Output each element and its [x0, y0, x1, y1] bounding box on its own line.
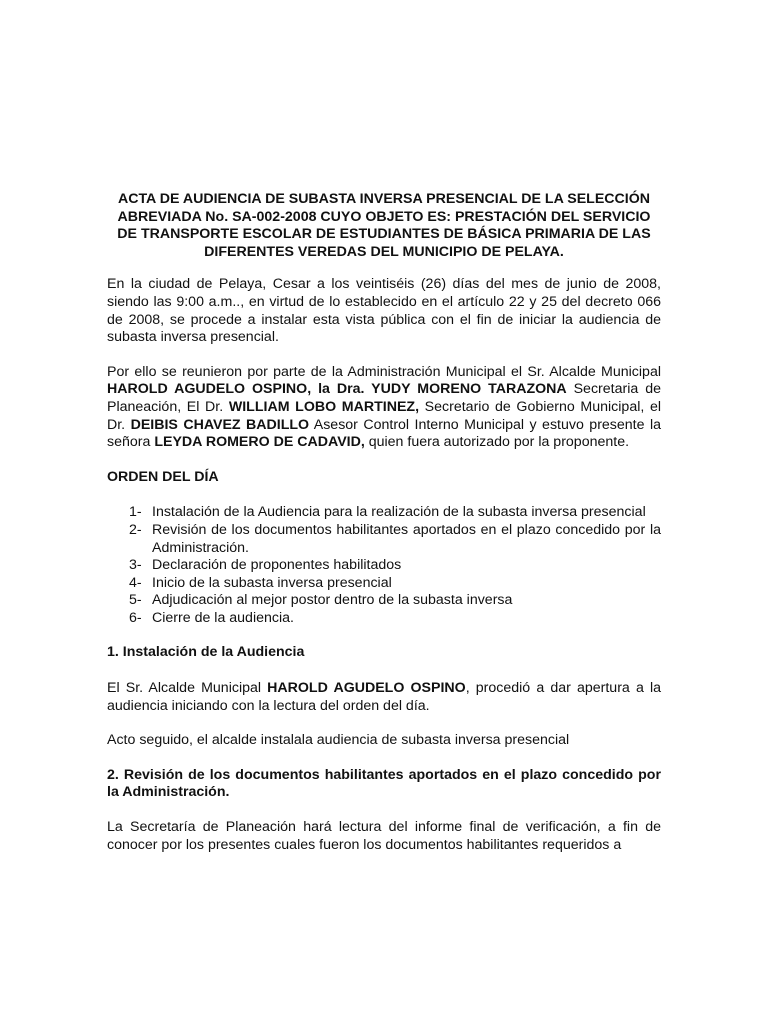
attendee-names-1: HAROLD AGUDELO OSPINO, la Dra. YUDY MORENO TARAZONA [107, 381, 567, 398]
section-1-text-a: El Sr. Alcalde Municipal [107, 680, 268, 697]
section-1-mayor-name: HAROLD AGUDELO OSPINO [267, 680, 466, 697]
attendee-name-4: LEYDA ROMERO DE CADAVID, [154, 434, 365, 451]
agenda-item-text: Inicio de la subasta inversa presencial [152, 574, 392, 591]
attendees-text-4: Asesor Control Interno Municipal y estuvo presente la señora [107, 416, 661, 451]
agenda-item-number: 3- [129, 557, 142, 574]
agenda-item-number: 1- [129, 504, 142, 521]
section-2-paragraph-1: La Secretaría de Planeación hará lectura del informe final de verificación, a fin de conocer por los presentes cuales fueron los documentos habilitantes requeridos a [107, 819, 661, 853]
agenda-item [129, 504, 661, 522]
agenda-heading: ORDEN DEL DÍA [107, 468, 219, 485]
document-title: ACTA DE AUDIENCIA DE SUBASTA INVERSA PRESENCIAL DE LA SELECCIÓN ABREVIADA No. SA-002-2008 CUYO OBJETO ES: PRESTACIÓN DEL SERVICIO DE TRANSPORTE ESCOLAR DE ESTUDIANTES DE BÁSICA PRIMARIA DE LAS DIFERENTES VEREDAS DEL MUNICIPIO DE PELAYA. [117, 191, 651, 260]
agenda-item [129, 522, 661, 557]
agenda-item [129, 557, 661, 575]
agenda-item-number: 4- [129, 574, 142, 591]
agenda-item-text: Adjudicación al mejor postor dentro de la subasta inversa [152, 592, 513, 609]
agenda-item-text: Cierre de la audiencia. [152, 609, 294, 626]
agenda-item-text: Instalación de la Audiencia para la realización de la subasta inversa presencial [152, 504, 646, 521]
attendee-name-3: DEIBIS CHAVEZ BADILLO [130, 416, 310, 433]
section-1-text-b: , procedió a dar apertura a la audiencia iniciando con la lectura del orden del día. [107, 680, 662, 714]
attendee-name-2: WILLIAM LOBO MARTINEZ, [228, 398, 420, 415]
agenda-item-number: 6- [129, 609, 142, 626]
agenda-list [107, 504, 661, 627]
attendees-text-1: Por ello se reunieron por parte de la Administración Municipal el Sr. Alcalde Municipal [107, 363, 661, 380]
agenda-item [129, 592, 661, 610]
agenda-item [129, 575, 661, 593]
section-2-heading: 2. Revisión de los documentos habilitantes aportados en el plazo concedido por la Administración. [107, 766, 661, 801]
intro-paragraph: En la ciudad de Pelaya, Cesar a los veintiséis (26) días del mes de junio de 2008, siendo las 9:00 a.m.., en virtud de lo establecido en el artículo 22 y 25 del decreto 066 de 2008, se procede a instalar esta vista pública con el fin de iniciar la audiencia de subasta inversa presencial. [107, 276, 661, 346]
section-1-paragraph-1 [107, 680, 661, 715]
attendees-paragraph [107, 364, 661, 452]
attendees-text-2: Secretaria de Planeación, El Dr. [107, 381, 661, 415]
agenda-item [129, 610, 661, 628]
attendees-text-5: quien fuera autorizado por la proponente. [364, 434, 630, 451]
section-1-paragraph-2: Acto seguido, el alcalde instalala audiencia de subasta inversa presencial [107, 732, 570, 749]
agenda-item-number: 2- [129, 521, 142, 538]
attendees-text-3: Secretario de Gobierno Municipal, el Dr. [107, 398, 661, 433]
agenda-item-number: 5- [129, 592, 142, 609]
agenda-item-text: Revisión de los documentos habilitantes aportados en el plazo concedido por la Administración. [152, 521, 661, 556]
section-1-heading: 1. Instalación de la Audiencia [107, 644, 305, 661]
document-page [107, 191, 661, 871]
agenda-item-text: Declaración de proponentes habilitados [152, 557, 402, 574]
